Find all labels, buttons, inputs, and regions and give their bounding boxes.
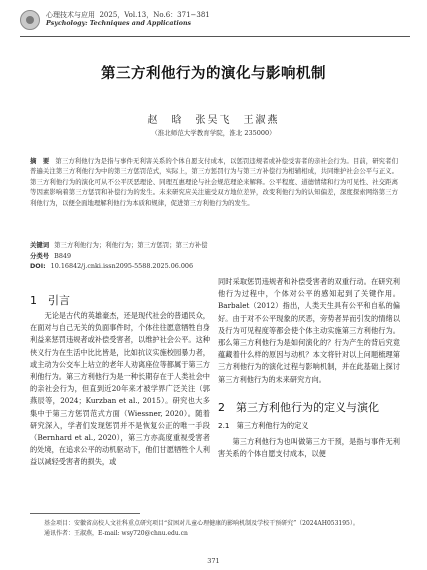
abstract: [30, 156, 398, 208]
journal-title-cn: 心理技术与应用: [46, 11, 95, 19]
keywords-label: 关键词: [30, 241, 50, 249]
journal-logo-icon: [20, 10, 40, 30]
section-2-heading: 2 第三方利他行为的定义与演化: [218, 401, 379, 414]
volume-info: 2025，Vol.13，No.6：371−381: [99, 11, 210, 19]
doi-line: [30, 262, 398, 270]
doi-text: 10.16842/j.cnki.issn2095-5588.2025.06.006: [50, 262, 194, 270]
classification-text: B849: [54, 252, 72, 260]
keywords-line: [30, 240, 398, 249]
journal-title-en: Psychology: Techniques and Applications: [46, 20, 192, 27]
article-title: 第三方利他行为的演化与影响机制: [101, 66, 326, 82]
footnote-divider: [30, 513, 140, 514]
left-column-paragraph: 无论是古代的英雄豪杰，还是现代社会的普通民众，在面对与自己无关的负面事件时，个体往往愿意牺牲自身利益来惩罚违规者或补偿受害者，以维护社会公平。这种侠义行为在生活中比比皆是，比如抗议实施校园暴力者，或主动为公交车上坫立的老年人劝离座位等都属于第三方利他行为。第三方利他行为是一种长期存在于人类社会中的亲社会行为，但直到近20年来才被学界广泛关注（郭燕辰等，2024；Kurzban et al., 2015）。研究也大多集中于第三方惩罚范式方面（Wiessner, 2020）。随着研究深入，学者们发现惩罚并不是恢复公正的唯一手段（Bernhard et al., 2020），第三方亦高度重视受害者的处境，在追求公平的动机驱动下，他们甘愿牺牲个人利益以减轻受害者的损失，或: [30, 311, 210, 467]
correspondence-note: 通讯作者：王淑燕，E-mail: wsy720@chnu.edu.cn: [44, 530, 188, 537]
author-affiliation: （淮北师范大学教育学院，淮北 235000）: [151, 129, 276, 137]
subsection-2-1-heading: 2.1 第三方利他行为的定义: [218, 421, 309, 430]
footnote: [30, 519, 402, 539]
left-column: [30, 310, 210, 469]
page-number: 371: [207, 557, 220, 565]
keywords-text: 第三方利他行为；利他行为；第三方惩罚；第三方补偿: [54, 241, 208, 249]
section-1-heading: 1 引言: [30, 294, 70, 307]
doi-label: DOI:: [30, 262, 46, 270]
journal-header: [20, 8, 410, 38]
abstract-text: 第三方利他行为是指与事件无利害关系的个体自愿支付成本，以惩罚违规者或补偿受害者的亲社会行为。目前，研究者们普遍关注第三方利他行为中的第三方惩罚范式，实际上，第三方惩罚行为与第三方补偿行为相辅相成，共同维护社会公平与正义。第三方利他行为的演化可从不公平厌恶理论、同理互惠理论与社会规范理论来解释。公平程度、道德情绪和行为可见性、社交距离等因素影响着第三方惩罚和补偿行为的发生。未来研究应关注施受双方地位差异，改变利他行为的认知偏差，深度探索网络第三方利他行为，以便全面地理解利他行为本质和规律，促进第三方利他行为的发生。: [30, 157, 399, 207]
right-column-paragraph-2: 第三方利他行为也叫做第三方干预，是指与事件无利害关系的个体自愿支付成本，以便: [218, 437, 400, 459]
abstract-label: 摘 要: [30, 157, 50, 165]
classification-line: [30, 251, 398, 260]
right-column: [218, 276, 400, 386]
funding-note: 基金项目：安徽省高校人文社科重点研究项目“贫困对儿童心理健康的影响机制及学校干预研究”（2024AH053195）。: [44, 520, 359, 527]
right-column-paragraph-1: 同时采取惩罚违规者和补偿受害者的双重行动。在研究利他行为过程中，个体对公平的感知起到了关键作用。Barbalet（2012）指出，人类天生具有公平和自私的偏好。由于对不公平现象的厌恶，旁势者异而引发的情绪以及行为可见程度等都会使个体主动实施第三方利他行为。那么第三方利他行为是如何演化的？行为产生的背后究竟蕴藏着什么样的原因与动机？本文将针对以上问题梳理第三方利他行为的演化过程与影响机制，并在此基础上探讨第三方利他行为的未来研究方向。: [218, 277, 400, 384]
header-divider: [20, 36, 410, 37]
journal-info-line: [46, 10, 210, 20]
right-column-lower: [218, 436, 400, 460]
classification-label: 分类号: [30, 252, 50, 260]
author-list: 赵 晗 张吴飞 王淑燕: [147, 115, 280, 126]
